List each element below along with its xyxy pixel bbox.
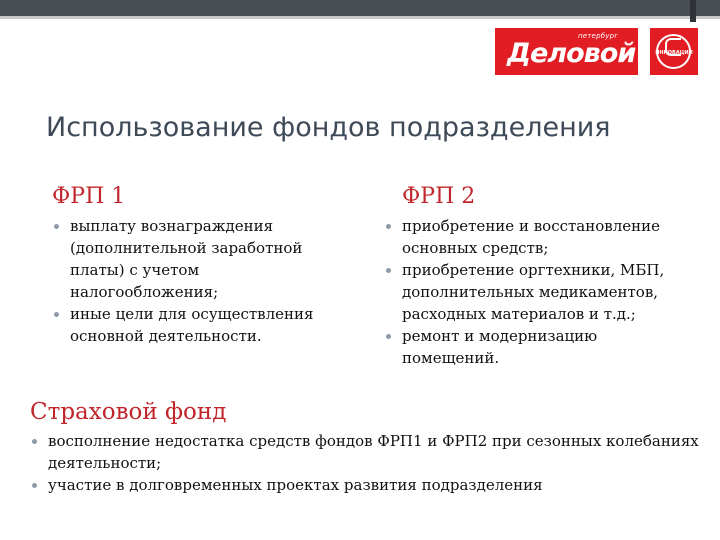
slide-title: Использование фондов подразделения [46, 112, 611, 143]
frp2-item: приобретение оргтехники, МБП, дополнительных медикаментов, расходных материалов и т.д.; [384, 259, 694, 325]
frp2-item: ремонт и модернизацию помещений. [384, 325, 694, 369]
frp2-list [384, 215, 694, 369]
delovoy-logo-small-text: петербург [578, 32, 619, 40]
innovation-logo-text: ИННОВАЦИИ [655, 50, 693, 56]
frp1-item: иные цели для осуществления основной деятельности. [52, 303, 352, 347]
frp2-heading: ФРП 2 [402, 184, 476, 209]
innovation-logo [650, 28, 698, 75]
top-bar [0, 0, 720, 16]
delovoy-logo [495, 28, 638, 75]
top-bar-notch [690, 0, 696, 22]
delovoy-logo-main-text: Деловой [507, 38, 636, 69]
insurance-fund-list [30, 430, 710, 496]
frp1-item: выплату вознаграждения (дополнительной заработной платы) с учетом налогообложения; [52, 215, 352, 303]
frp1-heading: ФРП 1 [52, 184, 126, 209]
insurance-fund-heading: Страховой фонд [30, 399, 227, 425]
frp1-list [52, 215, 352, 347]
insurance-fund-item: участие в долговременных проектах развития подразделения [30, 474, 710, 496]
top-bar-line [0, 16, 720, 19]
insurance-fund-item: восполнение недостатка средств фондов ФРП1 и ФРП2 при сезонных колебаниях деятельности; [30, 430, 710, 474]
frp2-item: приобретение и восстановление основных средств; [384, 215, 694, 259]
